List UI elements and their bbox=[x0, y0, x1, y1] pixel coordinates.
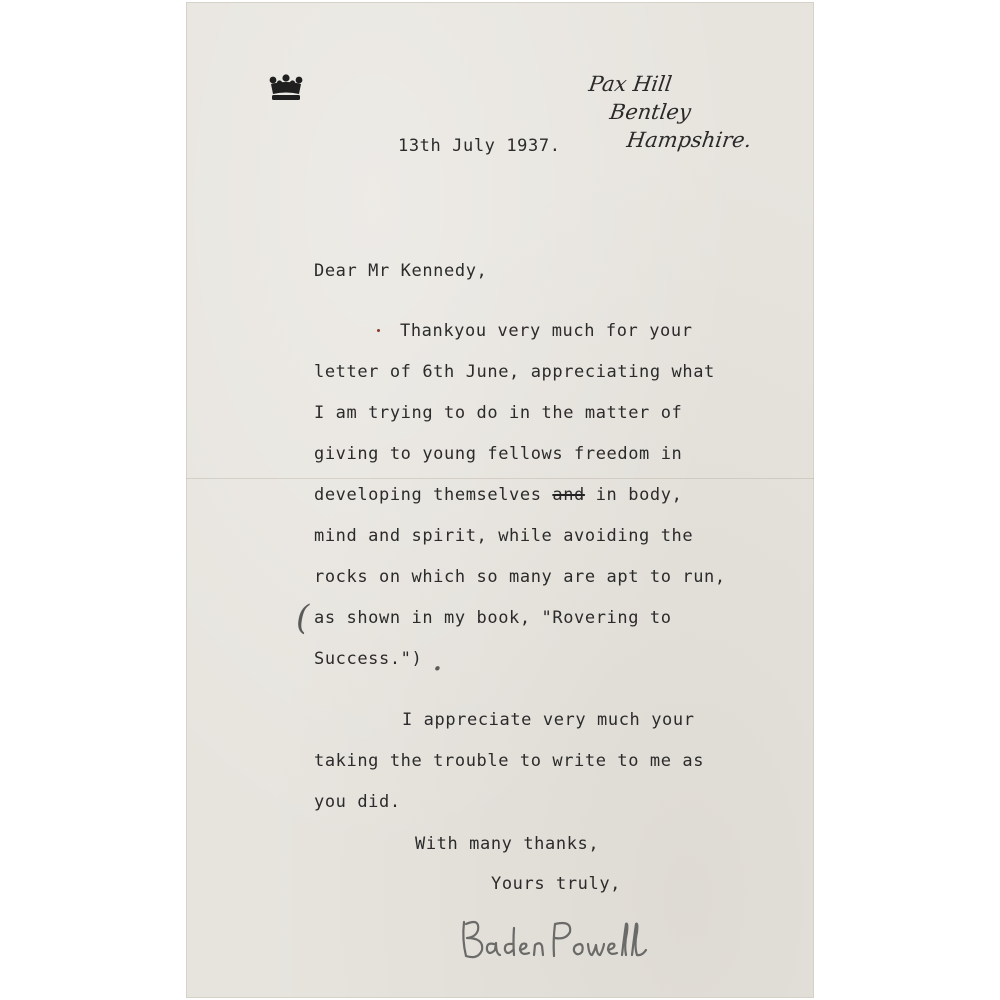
body-line: letter of 6th June, appreciating what bbox=[314, 362, 715, 382]
body-line: Success.") bbox=[314, 649, 423, 669]
ink-dot-mark bbox=[377, 329, 380, 332]
body-line: as shown in my book, "Rovering to bbox=[314, 608, 672, 628]
body-line: I appreciate very much your bbox=[402, 710, 695, 730]
body-line: I am trying to do in the matter of bbox=[314, 403, 683, 423]
closing-line: With many thanks, bbox=[415, 834, 600, 854]
handwritten-open-paren: ( bbox=[296, 598, 310, 638]
struck-word: and bbox=[552, 485, 585, 505]
letterhead-address-line: Pax Hill bbox=[587, 72, 674, 96]
body-line: rocks on which so many are apt to run, bbox=[314, 567, 726, 587]
body-line: giving to young fellows freedom in bbox=[314, 444, 683, 464]
body-line bbox=[314, 485, 682, 505]
handwritten-signature bbox=[456, 910, 656, 970]
body-line: mind and spirit, while avoiding the bbox=[314, 526, 694, 546]
letter-paper bbox=[186, 2, 814, 998]
salutation: Dear Mr Kennedy, bbox=[314, 261, 488, 281]
body-line: taking the trouble to write to me as bbox=[314, 751, 705, 771]
letter-date: 13th July 1937. bbox=[398, 136, 561, 156]
body-line: Thankyou very much for your bbox=[400, 321, 693, 341]
body-text: developing themselves bbox=[314, 485, 553, 505]
letterhead-address-line: Bentley bbox=[608, 100, 693, 124]
signoff-line: Yours truly, bbox=[491, 874, 622, 894]
body-text: in body, bbox=[584, 485, 683, 505]
letterhead-address-line: Hampshire. bbox=[625, 128, 754, 152]
crown-icon bbox=[268, 74, 304, 104]
body-line: you did. bbox=[314, 792, 401, 812]
fold-crease bbox=[186, 478, 814, 479]
handwritten-close-paren: . bbox=[432, 639, 443, 679]
